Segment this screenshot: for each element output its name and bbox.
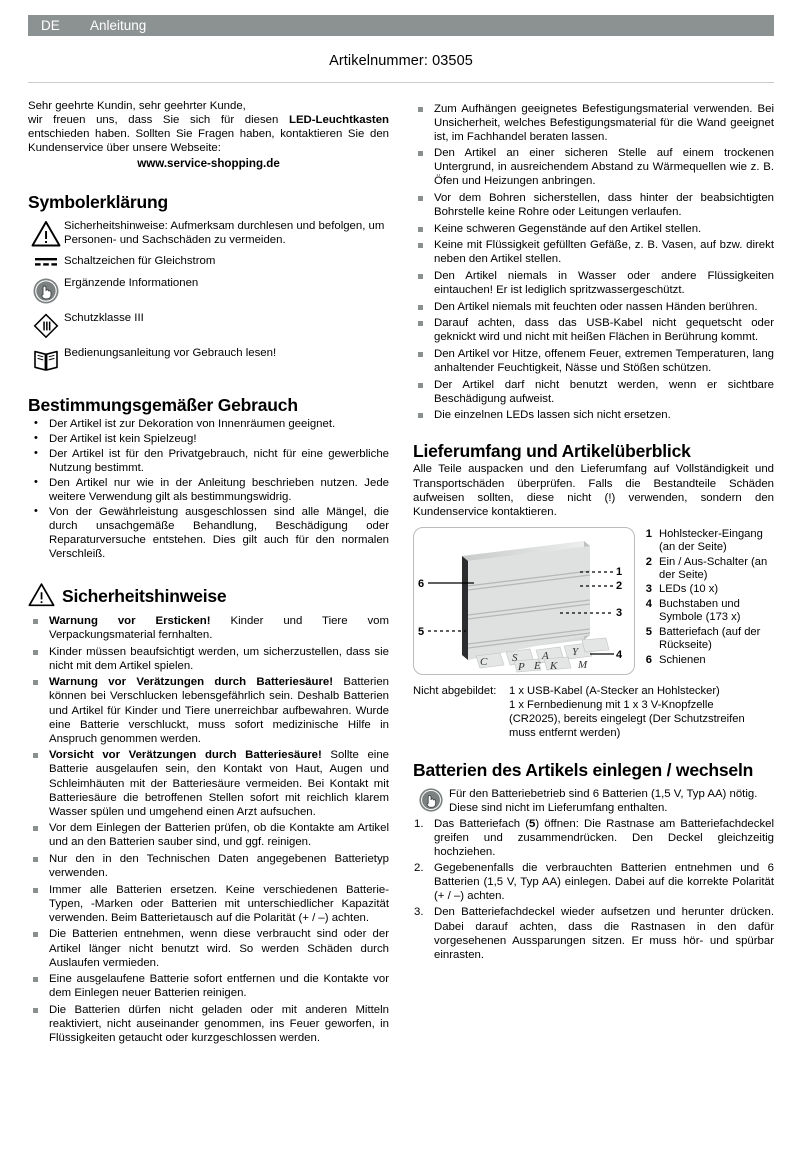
- svg-text:M: M: [578, 658, 588, 671]
- warning-triangle-icon: [28, 219, 64, 247]
- list-item-text: Sollte eine Batterie ausgelaufen sein, den Kontakt von Haut, Augen und Schleimhäuten mit der Batteriesäure vermeiden. Bei Kontakt mit Batteriesäure die betroffenen Stellen sofort mit reichlich klarem Wasser spülen und umgehend einen Arzt aufsuchen.: [49, 749, 389, 818]
- batteries-heading: Batterien des Artikels einlegen / wechseln: [413, 759, 754, 780]
- list-item: [28, 645, 389, 673]
- list-item-text: Eine ausgelaufene Batterie sofort entfernen und die Kontakte vor dem Einlegen neuer Batterien reinigen.: [49, 973, 389, 1000]
- legend-label: Batteriefach (auf der Rückseite): [659, 625, 761, 652]
- list-item-text: Darauf achten, dass das USB-Kabel nicht gequetscht oder geknickt wird und nicht mit heißen Flächen in Berührung kommt.: [434, 317, 774, 344]
- symbols-heading: Symbolerklärung: [28, 192, 168, 213]
- manual-page: [0, 15, 802, 1149]
- intended-use-heading: Bestimmungsgemäßer Gebrauch: [28, 394, 298, 415]
- two-column-body: [28, 99, 774, 1045]
- list-item-lead: Vorsicht vor Verätzungen durch Batteriesäure!: [49, 749, 322, 762]
- not-pictured-line: (CR2025), bereits eingelegt (Der Schutzstreifen: [509, 713, 745, 726]
- list-item: [413, 378, 774, 406]
- intro-salutation: Sehr geehrte Kundin, sehr geehrter Kunde,: [28, 100, 246, 112]
- symbol-text-protection-class: Schutzklasse III: [64, 311, 144, 324]
- legend-number: 6: [645, 653, 652, 666]
- symbol-text-read-manual: Bedienungsanleitung vor Gebrauch lesen!: [64, 346, 277, 359]
- step-post: Den Batteriefachdeckel wieder aufsetzen und herunter drücken. Dabei darauf achten, dass die Rastnasen in den dafür vorgesehenen Aussparungen sitzen. Er muss hör- und spürbar einrasten.: [434, 906, 774, 961]
- list-item: [28, 883, 389, 925]
- svg-text:A: A: [542, 649, 549, 662]
- list-item: • Von der Gewährleistung ausgeschlossen sind alle Mängel, die durch unsachgemäße Behandlung, Beschädigung oder Reparaturversuche entstehen. Dies gilt auch für den normalen Verschleiß.: [28, 505, 389, 561]
- legend-label: LEDs (10 x): [659, 583, 719, 596]
- list-item-text: Die Batterien dürfen nicht geladen oder mit anderen Mitteln reaktiviert, nicht auseinander genommen, ins Feuer geworfen, in Flüssigkeiten getaucht oder kurzgeschlossen werden.: [49, 1003, 389, 1045]
- battery-steps-list: [413, 817, 774, 962]
- list-item-text: Keine schweren Gegenstände auf den Artikel stellen.: [434, 222, 702, 235]
- product-name: LED-Leuchtkasten: [288, 114, 389, 127]
- svg-text:Y: Y: [572, 645, 579, 658]
- legend-number: 4: [645, 597, 652, 610]
- scope-heading: Lieferumfang und Artikelüberblick: [413, 441, 691, 462]
- svg-text:5: 5: [418, 625, 425, 638]
- list-item-text: Den Artikel vor Hitze, offenem Feuer, extremen Temperaturen, lang anhaltender Feuchtigkeit, Nässe und Stößen schützen.: [434, 348, 774, 375]
- list-item-text: Den Artikel an einer sicheren Stelle auf einem trockenen Untergrund, in ausreichendem Abstand zu Wärmequellen wie z. B. Öfen und Heizungen anbringen.: [434, 147, 774, 188]
- safety-heading: Sicherheitshinweise: [62, 586, 227, 606]
- symbol-text-info: Ergänzende Informationen: [64, 276, 199, 289]
- list-item: • Der Artikel ist für den Privatgebrauch, nicht für eine gewerbliche Nutzung bestimmt.: [28, 447, 389, 475]
- article-number: Artikelnummer: 03505: [329, 53, 473, 69]
- legend-number: 2: [645, 555, 652, 568]
- list-item-text: Kinder müssen beaufsichtigt werden, um sicherzustellen, dass sie nicht mit dem Artikel spielen.: [49, 645, 389, 672]
- list-item: [28, 852, 389, 880]
- right-column: [413, 99, 774, 1045]
- legend-item: [644, 626, 774, 653]
- list-item: [413, 861, 774, 903]
- intro-paragraph: [28, 113, 389, 155]
- intro-pre: wir freuen uns, dass Sie sich für diesen: [28, 114, 289, 127]
- list-item: [413, 222, 774, 236]
- not-pictured-line: muss entfernt werden): [509, 727, 621, 740]
- legend-item: [644, 654, 774, 667]
- legend-number: 1: [645, 527, 652, 540]
- list-item: [413, 408, 774, 422]
- symbol-text-warning: Sicherheitshinweise: Aufmerksam durchlesen und befolgen, um Personen- und Sachschäden zu vermeiden.: [64, 220, 385, 247]
- legend-label: Ein / Aus-Schalter (an der Seite): [659, 555, 768, 582]
- svg-text:P: P: [518, 660, 525, 673]
- svg-text:3: 3: [616, 606, 623, 619]
- list-item-text: Nur den in den Technischen Daten angegebenen Batterietyp verwenden.: [49, 853, 389, 880]
- symbol-row-info: [28, 276, 389, 305]
- service-website: www.service-shopping.de: [137, 157, 280, 171]
- list-item-lead: Warnung vor Ersticken!: [49, 615, 211, 627]
- symbol-row-read-manual: [28, 346, 389, 373]
- pointing-hand-icon: [28, 276, 64, 305]
- battery-note-text: Für den Batteriebetrieb sind 6 Batterien (1,5 V, Typ AA) nötig. Diese sind nicht im Lieferumfang enthalten.: [449, 787, 758, 814]
- not-pictured-block: [413, 684, 774, 741]
- legend-item: [644, 556, 774, 583]
- list-item: [413, 817, 774, 859]
- list-item: [413, 238, 774, 266]
- list-item: [413, 146, 774, 188]
- symbol-row-dc: [28, 254, 389, 270]
- list-item: [413, 269, 774, 297]
- safety-list-right: [413, 102, 774, 423]
- legend-item: [644, 583, 774, 596]
- list-item-text: Vor dem Einlegen der Batterien prüfen, ob die Kontakte am Artikel und an den Batterien sauber sind, und ggf. reinigen.: [49, 822, 389, 849]
- legend-item: [644, 598, 774, 625]
- not-pictured-label: Nicht abgebildet:: [413, 684, 497, 697]
- list-item: [413, 300, 774, 314]
- legend-label: Schienen: [659, 653, 706, 666]
- list-item-text: Kinder und Tiere vom Verpackungsmaterial fernhalten.: [49, 615, 389, 642]
- list-item-text: Die einzelnen LEDs lassen sich nicht ersetzen.: [434, 409, 671, 422]
- direct-current-icon: [28, 254, 64, 270]
- not-pictured-line: 1 x Fernbedienung mit 1 x 3 V-Knopfzelle: [509, 699, 714, 712]
- not-pictured-values: [509, 684, 745, 741]
- legend-item: [644, 528, 774, 555]
- legend-number: 5: [645, 625, 652, 638]
- svg-text:S: S: [512, 651, 518, 664]
- list-item: [413, 102, 774, 144]
- list-item: [413, 347, 774, 375]
- step-post: Gegebenenfalls die verbrauchten Batterien entnehmen und 6 Batterien (1,5 V, Typ AA) einlegen. Dabei auf die korrekte Polarität (+ / –) achten.: [434, 862, 774, 903]
- svg-text:6: 6: [418, 577, 425, 590]
- scope-paragraph: Alle Teile auspacken und den Lieferumfang auf Vollständigkeit und Transportschäden überprüfen. Falls die Bestandteile Schäden aufweisen sollten, diese nicht (!) verwenden, sondern den Kundenservice kontaktieren.: [413, 463, 774, 518]
- list-item-text: Zum Aufhängen geeignetes Befestigungsmaterial verwenden. Bei Unsicherheit, welches Befestigungsmaterial für die Wand geeignet ist, im Fachhandel beraten lassen.: [434, 102, 774, 143]
- list-item: • Der Artikel ist zur Dekoration von Innenräumen geeignet.: [28, 417, 389, 431]
- list-item-text: Immer alle Batterien ersetzen. Keine verschiedenen Batterie-Typen, -Marken oder Batterien mit unterschiedlicher Kapazität verwenden. Beim Batterietausch auf die Polarität (+ / –) achten.: [49, 883, 389, 924]
- legend-label: Buchstaben und Symbole (173 x): [659, 597, 741, 624]
- step-ref: 5: [529, 817, 536, 830]
- read-manual-book-icon: [28, 346, 64, 373]
- warning-triangle-icon: [28, 582, 55, 612]
- safety-heading-row: [28, 582, 389, 612]
- intro-post: entschieden haben. Sollten Sie Fragen haben, kontaktieren Sie den Kundenservice über unsere Webseite:: [28, 128, 389, 155]
- list-item-text: Die Batterien entnehmen, wenn diese verbraucht sind oder der Artikel länger nicht benutzt wird. So werden Schäden durch Auslaufen vermieden.: [49, 928, 389, 969]
- list-item: • Der Artikel ist kein Spielzeug!: [28, 432, 389, 446]
- left-column: [28, 99, 389, 1045]
- list-item-text: Der Artikel darf nicht benutzt werden, wenn er sichtbare Beschädigung aufweist.: [434, 378, 774, 405]
- legend-number: 3: [645, 583, 652, 596]
- step-post: ) öffnen: Die Rastnase am Batteriefachdeckel greifen und zusammendrücken. Den Deckel gleichzeitig hochziehen.: [434, 817, 774, 859]
- list-item: [413, 191, 774, 219]
- list-item-text: Batterien können bei Verschlucken lebensgefährlich sein. Deshalb Batterien und Artikel für Kinder und Tiere unerreichbar aufbewahren. Wurde eine Batterie verschluckt, muss sofort medizinische Hilfe in Anspruch genommen werden.: [49, 676, 389, 745]
- intended-use-list: [28, 417, 389, 562]
- product-illustration: [413, 527, 635, 675]
- list-item-lead: Warnung vor Verätzungen durch Batteriesäure!: [49, 676, 334, 689]
- list-item-text: Den Artikel niemals mit feuchten oder nassen Händen berühren.: [434, 300, 758, 313]
- list-item: [28, 821, 389, 849]
- svg-text:K: K: [550, 659, 558, 672]
- svg-text:C: C: [480, 655, 488, 668]
- list-item-text: Vor dem Bohren sicherstellen, dass hinter der beabsichtigten Bohrstelle keine Rohre oder Leitungen verlaufen.: [434, 192, 774, 219]
- list-item: [28, 927, 389, 969]
- pointing-hand-icon: [413, 787, 449, 813]
- header-divider: [28, 82, 774, 83]
- svg-text:4: 4: [616, 648, 623, 661]
- list-item-text: Den Artikel niemals in Wasser oder andere Flüssigkeiten eintauchen! Er ist lediglich spritzwassergeschützt.: [434, 270, 774, 297]
- svg-text:1: 1: [616, 565, 623, 578]
- list-item: [413, 905, 774, 961]
- protection-class-three-icon: [28, 311, 64, 340]
- svg-text:2: 2: [616, 579, 623, 592]
- list-item: [413, 316, 774, 344]
- document-type-label: Anleitung: [90, 18, 147, 33]
- product-figure-block: [413, 527, 774, 675]
- symbol-row-warning: [28, 219, 389, 247]
- list-item: [28, 972, 389, 1000]
- list-item: [28, 614, 389, 642]
- svg-text:E: E: [534, 659, 541, 672]
- symbol-text-dc: Schaltzeichen für Gleichstrom: [64, 254, 216, 267]
- battery-note-row: [413, 787, 774, 815]
- list-item: [28, 748, 389, 818]
- step-pre: Das Batteriefach (: [434, 817, 530, 830]
- legend-label: Hohlstecker-Eingang (an der Seite): [659, 527, 763, 554]
- list-item-text: Keine mit Flüssigkeit gefüllten Gefäße, z. B. Vasen, auf bzw. direkt neben den Artikel stellen.: [434, 239, 774, 266]
- list-item: [28, 675, 389, 745]
- symbol-row-protection-class: [28, 311, 389, 340]
- figure-legend: [644, 527, 774, 675]
- language-code: DE: [41, 18, 60, 33]
- header-bar: [28, 15, 774, 36]
- not-pictured-line: 1 x USB-Kabel (A-Stecker an Hohlstecker): [509, 684, 720, 697]
- list-item: • Den Artikel nur wie in der Anleitung beschrieben nutzen. Jede weitere Verwendung gilt als bestimmungswidrig.: [28, 476, 389, 504]
- list-item: [28, 1003, 389, 1045]
- safety-list-left: [28, 614, 389, 1045]
